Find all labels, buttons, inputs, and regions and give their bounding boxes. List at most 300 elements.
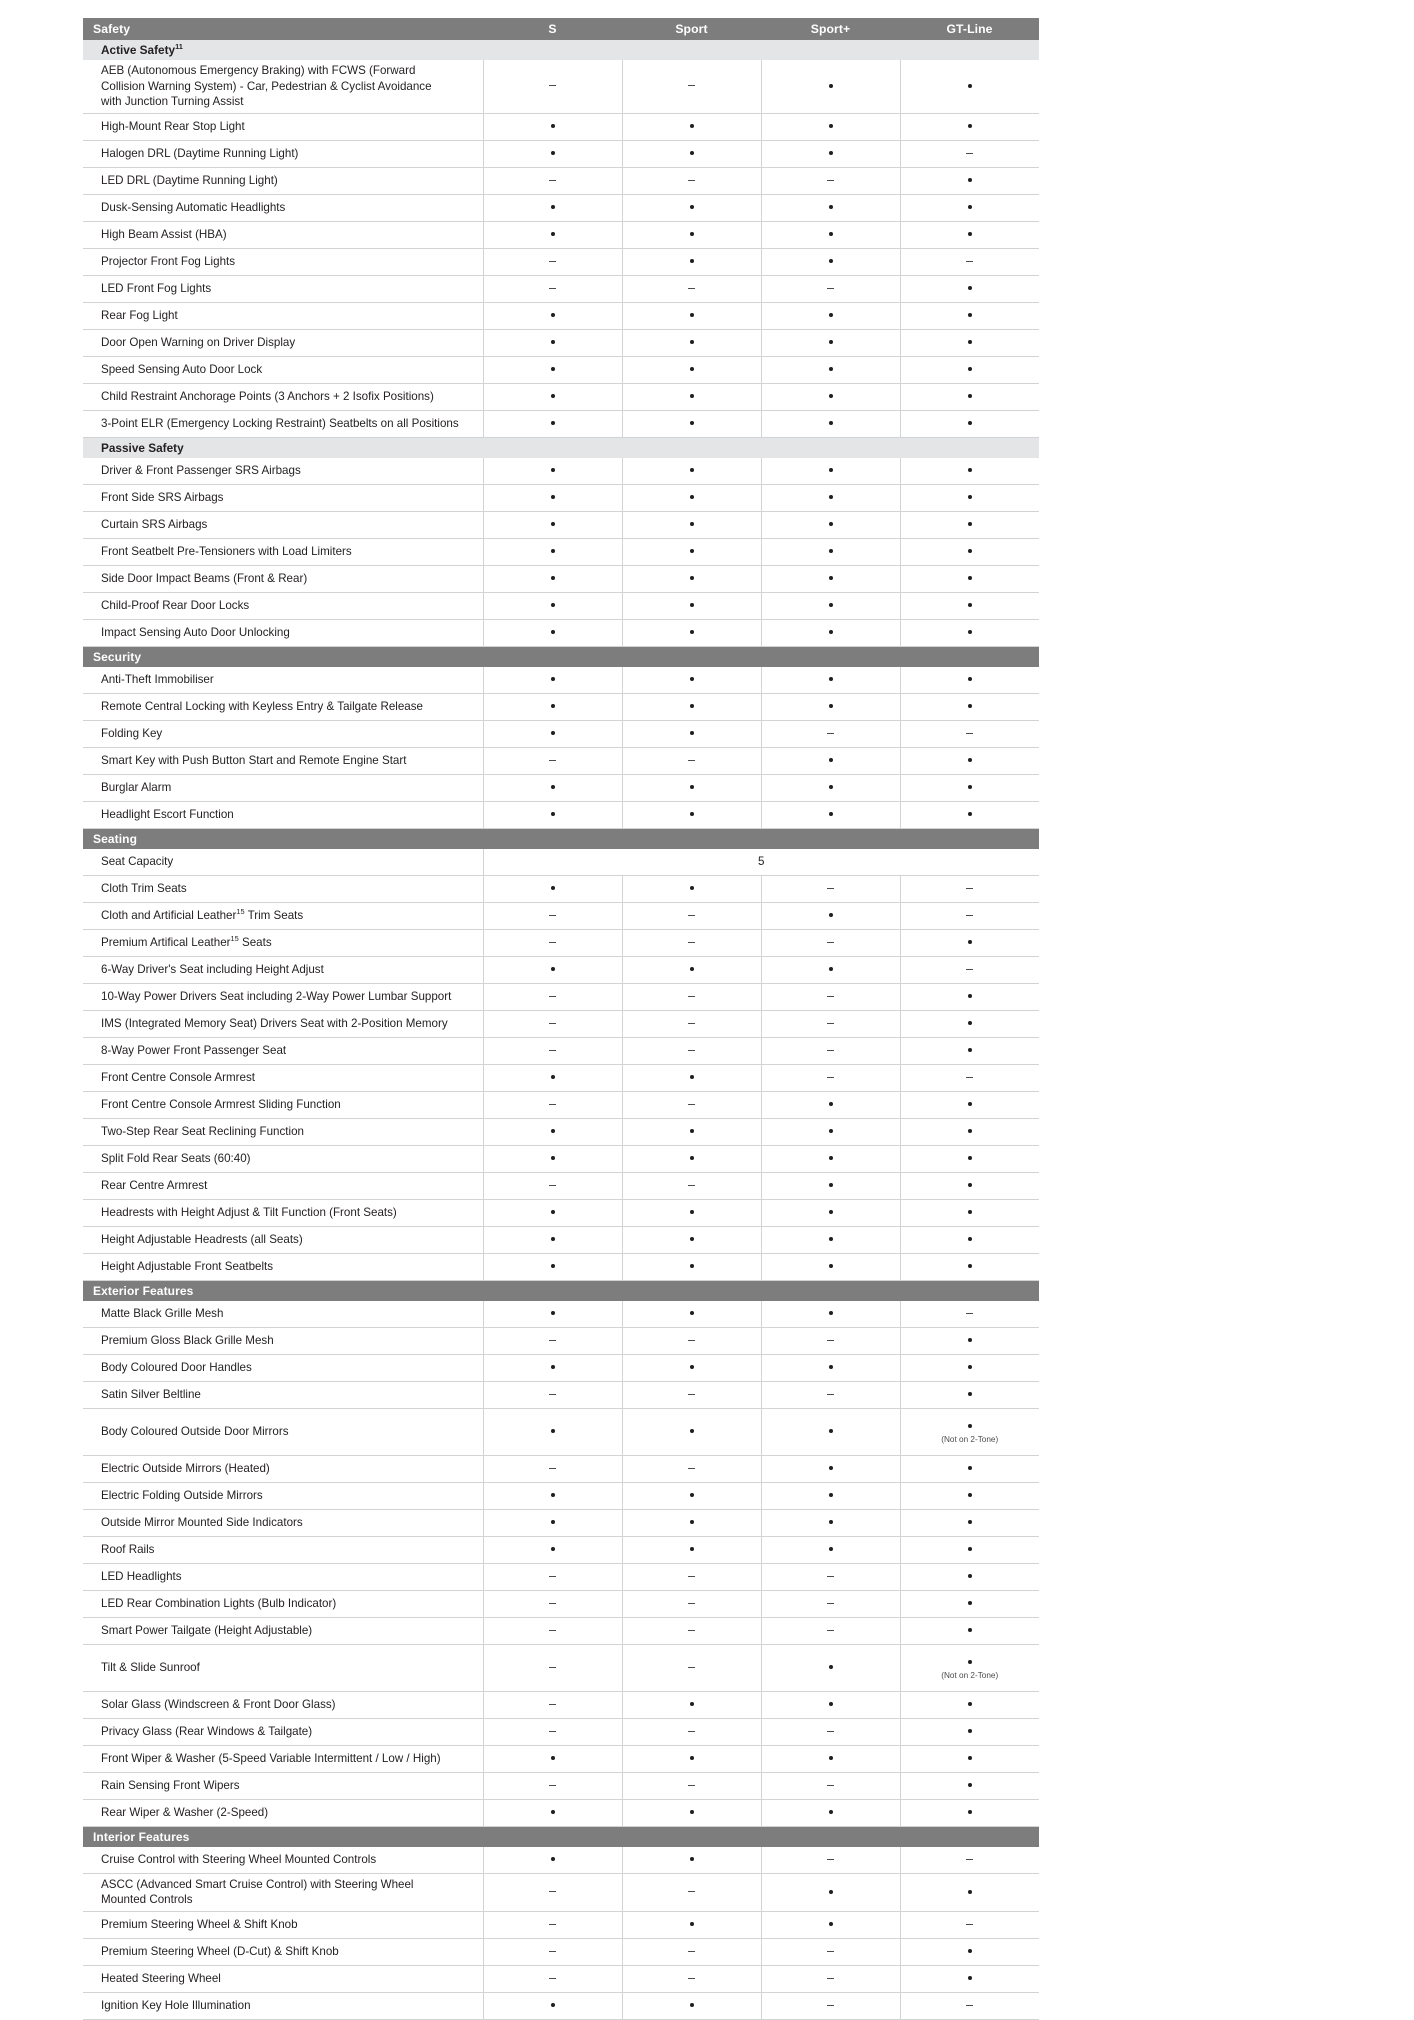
value-cell-s [483,619,622,646]
available-dot-icon [968,940,972,944]
feature-label: Roof Rails [83,1536,483,1563]
section-header-exterior-features [83,1280,1039,1301]
available-dot-icon [829,1264,833,1268]
not-available-dash-icon [966,888,973,889]
value-cell-gt-line [900,747,1039,774]
value-cell-sport- [761,667,900,694]
value-cell-s [483,1536,622,1563]
value-cell-sport- [761,113,900,140]
not-available-dash-icon [827,942,834,943]
available-dot-icon [968,1949,972,1953]
value-cell-sport [622,1199,761,1226]
available-dot-icon [968,704,972,708]
value-cell-gt-line [900,1938,1039,1965]
value-cell-sport- [761,1745,900,1772]
value-cell-sport [622,592,761,619]
value-cell-s [483,983,622,1010]
column-header-feature: Safety [83,18,483,40]
available-dot-icon [551,886,555,890]
table-row [83,1536,1039,1563]
available-dot-icon [551,394,555,398]
value-cell-gt-line [900,801,1039,828]
table-row [83,619,1039,646]
value-cell-sport [622,875,761,902]
feature-label: Door Open Warning on Driver Display [83,329,483,356]
value-cell-sport [622,275,761,302]
available-dot-icon [551,1429,555,1433]
available-dot-icon [551,1129,555,1133]
not-available-dash-icon [549,1050,556,1051]
value-cell-sport [622,1745,761,1772]
available-dot-icon [690,1520,694,1524]
table-row [83,1691,1039,1718]
not-available-dash-icon [966,1313,973,1314]
value-cell-sport [622,929,761,956]
value-cell-sport [622,902,761,929]
value-cell-s [483,1617,622,1644]
value-cell-sport- [761,329,900,356]
value-cell-s [483,383,622,410]
section-header-seating [83,828,1039,849]
available-dot-icon [690,677,694,681]
value-cell-sport- [761,1253,900,1280]
value-cell-gt-line [900,194,1039,221]
available-dot-icon [829,84,833,88]
value-cell-gt-line [900,1691,1039,1718]
value-cell-sport [622,1408,761,1455]
value-cell-sport [622,801,761,828]
value-cell-gt-line [900,511,1039,538]
available-dot-icon [829,151,833,155]
feature-label: Child Restraint Anchorage Points (3 Anchors + 2 Isofix Positions) [83,383,483,410]
value-cell-gt-line [900,1873,1039,1911]
value-cell-sport [622,383,761,410]
value-cell-gt-line [900,619,1039,646]
column-header-trim-sport-: Sport+ [761,18,900,40]
not-available-dash-icon [688,1394,695,1395]
value-cell-gt-line [900,1718,1039,1745]
value-cell-sport- [761,1563,900,1590]
not-available-dash-icon [827,1023,834,1024]
not-available-dash-icon [549,1340,556,1341]
available-dot-icon [829,124,833,128]
table-row [83,140,1039,167]
available-dot-icon [829,677,833,681]
not-available-dash-icon [688,1576,695,1577]
not-available-dash-icon [966,261,973,262]
table-row [83,167,1039,194]
not-available-dash-icon [549,180,556,181]
value-cell-s [483,1772,622,1799]
value-cell-sport [622,1455,761,1482]
value-cell-sport [622,693,761,720]
value-cell-gt-line [900,275,1039,302]
available-dot-icon [551,1857,555,1861]
value-cell-s [483,484,622,511]
available-dot-icon [690,151,694,155]
value-cell-gt-line [900,329,1039,356]
value-cell-sport- [761,1301,900,1328]
value-cell-s [483,1172,622,1199]
not-available-dash-icon [549,1704,556,1705]
available-dot-icon [829,1702,833,1706]
value-cell-gt-line [900,693,1039,720]
not-available-dash-icon [549,1468,556,1469]
feature-label: LED DRL (Daytime Running Light) [83,167,483,194]
value-cell-s [483,1010,622,1037]
available-dot-icon [829,1429,833,1433]
available-dot-icon [968,812,972,816]
value-cell-gt-line [900,1590,1039,1617]
value-cell-s [483,1199,622,1226]
table-row [83,275,1039,302]
available-dot-icon [968,785,972,789]
value-cell-sport- [761,221,900,248]
value-cell-sport- [761,565,900,592]
available-dot-icon [829,340,833,344]
not-available-dash-icon [549,1394,556,1395]
value-cell-sport [622,1992,761,2019]
available-dot-icon [829,913,833,917]
value-cell-gt-line [900,592,1039,619]
value-cell-gt-line [900,1172,1039,1199]
value-cell-sport [622,1354,761,1381]
available-dot-icon [968,1574,972,1578]
value-cell-s [483,194,622,221]
not-available-dash-icon [688,1891,695,1892]
available-dot-icon [551,151,555,155]
value-cell-sport- [761,592,900,619]
value-cell-sport- [761,720,900,747]
value-cell-sport [622,1327,761,1354]
value-cell-sport- [761,1911,900,1938]
footnote-marker: 15 [236,906,245,916]
value-cell-gt-line [900,60,1039,113]
value-cell-sport- [761,983,900,1010]
value-cell-s [483,1091,622,1118]
value-cell-gt-line [900,929,1039,956]
value-cell-gt-line [900,1644,1039,1691]
value-cell-sport- [761,693,900,720]
table-row [83,1644,1039,1691]
available-dot-icon [551,205,555,209]
available-dot-icon [690,1756,694,1760]
value-cell-sport [622,956,761,983]
available-dot-icon [690,1547,694,1551]
value-cell-gt-line [900,1799,1039,1826]
available-dot-icon [968,1628,972,1632]
value-cell-gt-line [900,956,1039,983]
value-cell-sport- [761,1938,900,1965]
table-row [83,592,1039,619]
available-dot-icon [829,205,833,209]
available-dot-icon [829,1102,833,1106]
not-available-dash-icon [688,1185,695,1186]
available-dot-icon [690,630,694,634]
available-dot-icon [968,994,972,998]
available-dot-icon [829,495,833,499]
value-cell-sport [622,619,761,646]
feature-label: Side Door Impact Beams (Front & Rear) [83,565,483,592]
value-cell-gt-line [900,1617,1039,1644]
available-dot-icon [829,313,833,317]
available-dot-icon [551,468,555,472]
available-dot-icon [968,758,972,762]
available-dot-icon [690,1264,694,1268]
not-available-dash-icon [688,1731,695,1732]
value-cell-sport [622,60,761,113]
table-row [83,1911,1039,1938]
table-header-row [83,18,1039,40]
footnote-marker: 11 [175,42,183,52]
table-row [83,565,1039,592]
available-dot-icon [829,421,833,425]
available-dot-icon [690,1156,694,1160]
feature-label: Body Coloured Outside Door Mirrors [83,1408,483,1455]
available-dot-icon [829,259,833,263]
subsection-header-active-safety [83,40,1039,60]
value-cell-gt-line [900,1965,1039,1992]
available-dot-icon [829,1129,833,1133]
available-dot-icon [829,522,833,526]
value-cell-sport [622,167,761,194]
value-cell-sport- [761,1992,900,2019]
value-cell-gt-line [900,1745,1039,1772]
feature-label: Tilt & Slide Sunroof [83,1644,483,1691]
not-available-dash-icon [827,1951,834,1952]
value-cell-gt-line [900,1118,1039,1145]
feature-label: Ignition Key Hole Illumination [83,1992,483,2019]
value-cell-sport- [761,1172,900,1199]
value-cell-sport- [761,484,900,511]
available-dot-icon [551,421,555,425]
available-dot-icon [968,1048,972,1052]
value-cell-sport [622,194,761,221]
not-available-dash-icon [688,1785,695,1786]
not-available-dash-icon [827,1576,834,1577]
feature-label: Solar Glass (Windscreen & Front Door Glass) [83,1691,483,1718]
feature-label: Front Centre Console Armrest [83,1064,483,1091]
value-cell-sport [622,1965,761,1992]
not-available-dash-icon [966,915,973,916]
available-dot-icon [690,785,694,789]
feature-label: Curtain SRS Airbags [83,511,483,538]
value-cell-gt-line [900,248,1039,275]
value-cell-s [483,1509,622,1536]
value-cell-gt-line [900,1992,1039,2019]
value-cell-sport [622,1509,761,1536]
available-dot-icon [551,232,555,236]
not-available-dash-icon [549,261,556,262]
available-dot-icon [551,1810,555,1814]
feature-label: LED Headlights [83,1563,483,1590]
value-cell-s [483,356,622,383]
available-dot-icon [829,758,833,762]
value-cell-sport- [761,1408,900,1455]
not-available-dash-icon [549,85,556,86]
value-cell-sport- [761,194,900,221]
value-cell-sport [622,113,761,140]
feature-label: Halogen DRL (Daytime Running Light) [83,140,483,167]
value-cell-s [483,329,622,356]
value-cell-sport- [761,458,900,485]
available-dot-icon [968,1976,972,1980]
not-available-dash-icon [966,2005,973,2006]
value-cell-sport- [761,875,900,902]
available-dot-icon [968,1660,972,1664]
table-row [83,1037,1039,1064]
available-dot-icon [690,1922,694,1926]
not-available-dash-icon [549,1104,556,1105]
value-cell-sport [622,1172,761,1199]
value-cell-s [483,221,622,248]
table-row [83,1010,1039,1037]
feature-label: 10-Way Power Drivers Seat including 2-Way Power Lumbar Support [83,983,483,1010]
value-cell-gt-line [900,1199,1039,1226]
value-cell-s [483,410,622,437]
not-available-dash-icon [688,1667,695,1668]
feature-label: 6-Way Driver's Seat including Height Adjust [83,956,483,983]
not-available-dash-icon [688,1340,695,1341]
available-dot-icon [690,2003,694,2007]
feature-label: Cloth and Artificial Leather$^{15}$ Trim Seats [83,902,483,929]
value-cell-s [483,747,622,774]
merged-value-cell: 5 [483,849,1039,876]
value-cell-s [483,140,622,167]
not-available-dash-icon [827,2005,834,2006]
value-cell-sport- [761,511,900,538]
value-cell-s [483,1745,622,1772]
value-cell-s [483,60,622,113]
not-available-dash-icon [827,996,834,997]
available-dot-icon [968,1210,972,1214]
value-cell-sport [622,511,761,538]
value-cell-sport- [761,302,900,329]
available-dot-icon [551,785,555,789]
footnote-marker: 15 [230,933,239,943]
value-cell-s [483,511,622,538]
feature-label: Body Coloured Door Handles [83,1354,483,1381]
available-dot-icon [968,1466,972,1470]
table-row [83,1199,1039,1226]
feature-label: Cruise Control with Steering Wheel Mounted Controls [83,1847,483,1874]
value-cell-s [483,592,622,619]
feature-label: Remote Central Locking with Keyless Entry & Tailgate Release [83,693,483,720]
table-row [83,956,1039,983]
value-cell-s [483,1253,622,1280]
value-cell-sport- [761,1644,900,1691]
table-row [83,1226,1039,1253]
value-cell-s [483,1563,622,1590]
available-dot-icon [551,1365,555,1369]
available-dot-icon [690,603,694,607]
value-cell-sport- [761,1455,900,1482]
value-cell-sport- [761,1772,900,1799]
value-cell-s [483,1455,622,1482]
subsection-header-label: Active Safety$^{11}$ [83,40,1039,60]
value-cell-s [483,720,622,747]
value-cell-s [483,1691,622,1718]
table-row [83,1992,1039,2019]
feature-label: Smart Power Tailgate (Height Adjustable) [83,1617,483,1644]
table-row [83,849,1039,876]
section-header-label: Security [83,646,1039,667]
not-available-dash-icon [827,888,834,889]
value-cell-s [483,1226,622,1253]
not-available-dash-icon [688,1050,695,1051]
available-dot-icon [829,704,833,708]
feature-label: Rear Fog Light [83,302,483,329]
available-dot-icon [829,232,833,236]
available-dot-icon [829,1311,833,1315]
value-cell-sport- [761,801,900,828]
feature-label: Electric Outside Mirrors (Heated) [83,1455,483,1482]
value-cell-gt-line [900,1509,1039,1536]
feature-label: Heated Steering Wheel [83,1965,483,1992]
available-dot-icon [690,576,694,580]
available-dot-icon [690,1810,694,1814]
available-dot-icon [551,1264,555,1268]
value-cell-sport- [761,1509,900,1536]
value-cell-sport [622,538,761,565]
value-cell-sport- [761,1064,900,1091]
value-cell-s [483,1644,622,1691]
value-cell-gt-line [900,1847,1039,1874]
available-dot-icon [551,313,555,317]
available-dot-icon [551,1311,555,1315]
value-cell-s [483,113,622,140]
feature-label: Premium Artifical Leather$^{15}$ Seats [83,929,483,956]
table-row [83,1172,1039,1199]
available-dot-icon [829,1493,833,1497]
not-available-dash-icon [549,1891,556,1892]
not-available-dash-icon [966,153,973,154]
not-available-dash-icon [688,760,695,761]
available-dot-icon [690,468,694,472]
column-header-trim-s: S [483,18,622,40]
feature-label: LED Rear Combination Lights (Bulb Indicator) [83,1590,483,1617]
value-cell-sport- [761,956,900,983]
not-available-dash-icon [549,1603,556,1604]
value-cell-sport- [761,248,900,275]
value-cell-s [483,1301,622,1328]
available-dot-icon [968,1783,972,1787]
table-row [83,1847,1039,1874]
available-dot-icon [690,1129,694,1133]
value-cell-sport- [761,1118,900,1145]
not-available-dash-icon [827,1340,834,1341]
value-cell-s [483,1992,622,2019]
value-cell-s [483,1145,622,1172]
available-dot-icon [829,1520,833,1524]
value-cell-sport [622,1301,761,1328]
table-row [83,1563,1039,1590]
available-dot-icon [690,549,694,553]
available-dot-icon [968,1365,972,1369]
available-dot-icon [690,232,694,236]
value-cell-sport [622,565,761,592]
value-cell-s [483,1799,622,1826]
value-cell-gt-line [900,1253,1039,1280]
feature-label: ASCC (Advanced Smart Cruise Control) with Steering Wheel Mounted Controls [83,1873,483,1911]
available-dot-icon [690,1493,694,1497]
not-available-dash-icon [549,1185,556,1186]
available-dot-icon [968,124,972,128]
value-cell-sport- [761,1965,900,1992]
value-cell-gt-line [900,167,1039,194]
available-dot-icon [690,1429,694,1433]
feature-label: Seat Capacity [83,849,483,876]
